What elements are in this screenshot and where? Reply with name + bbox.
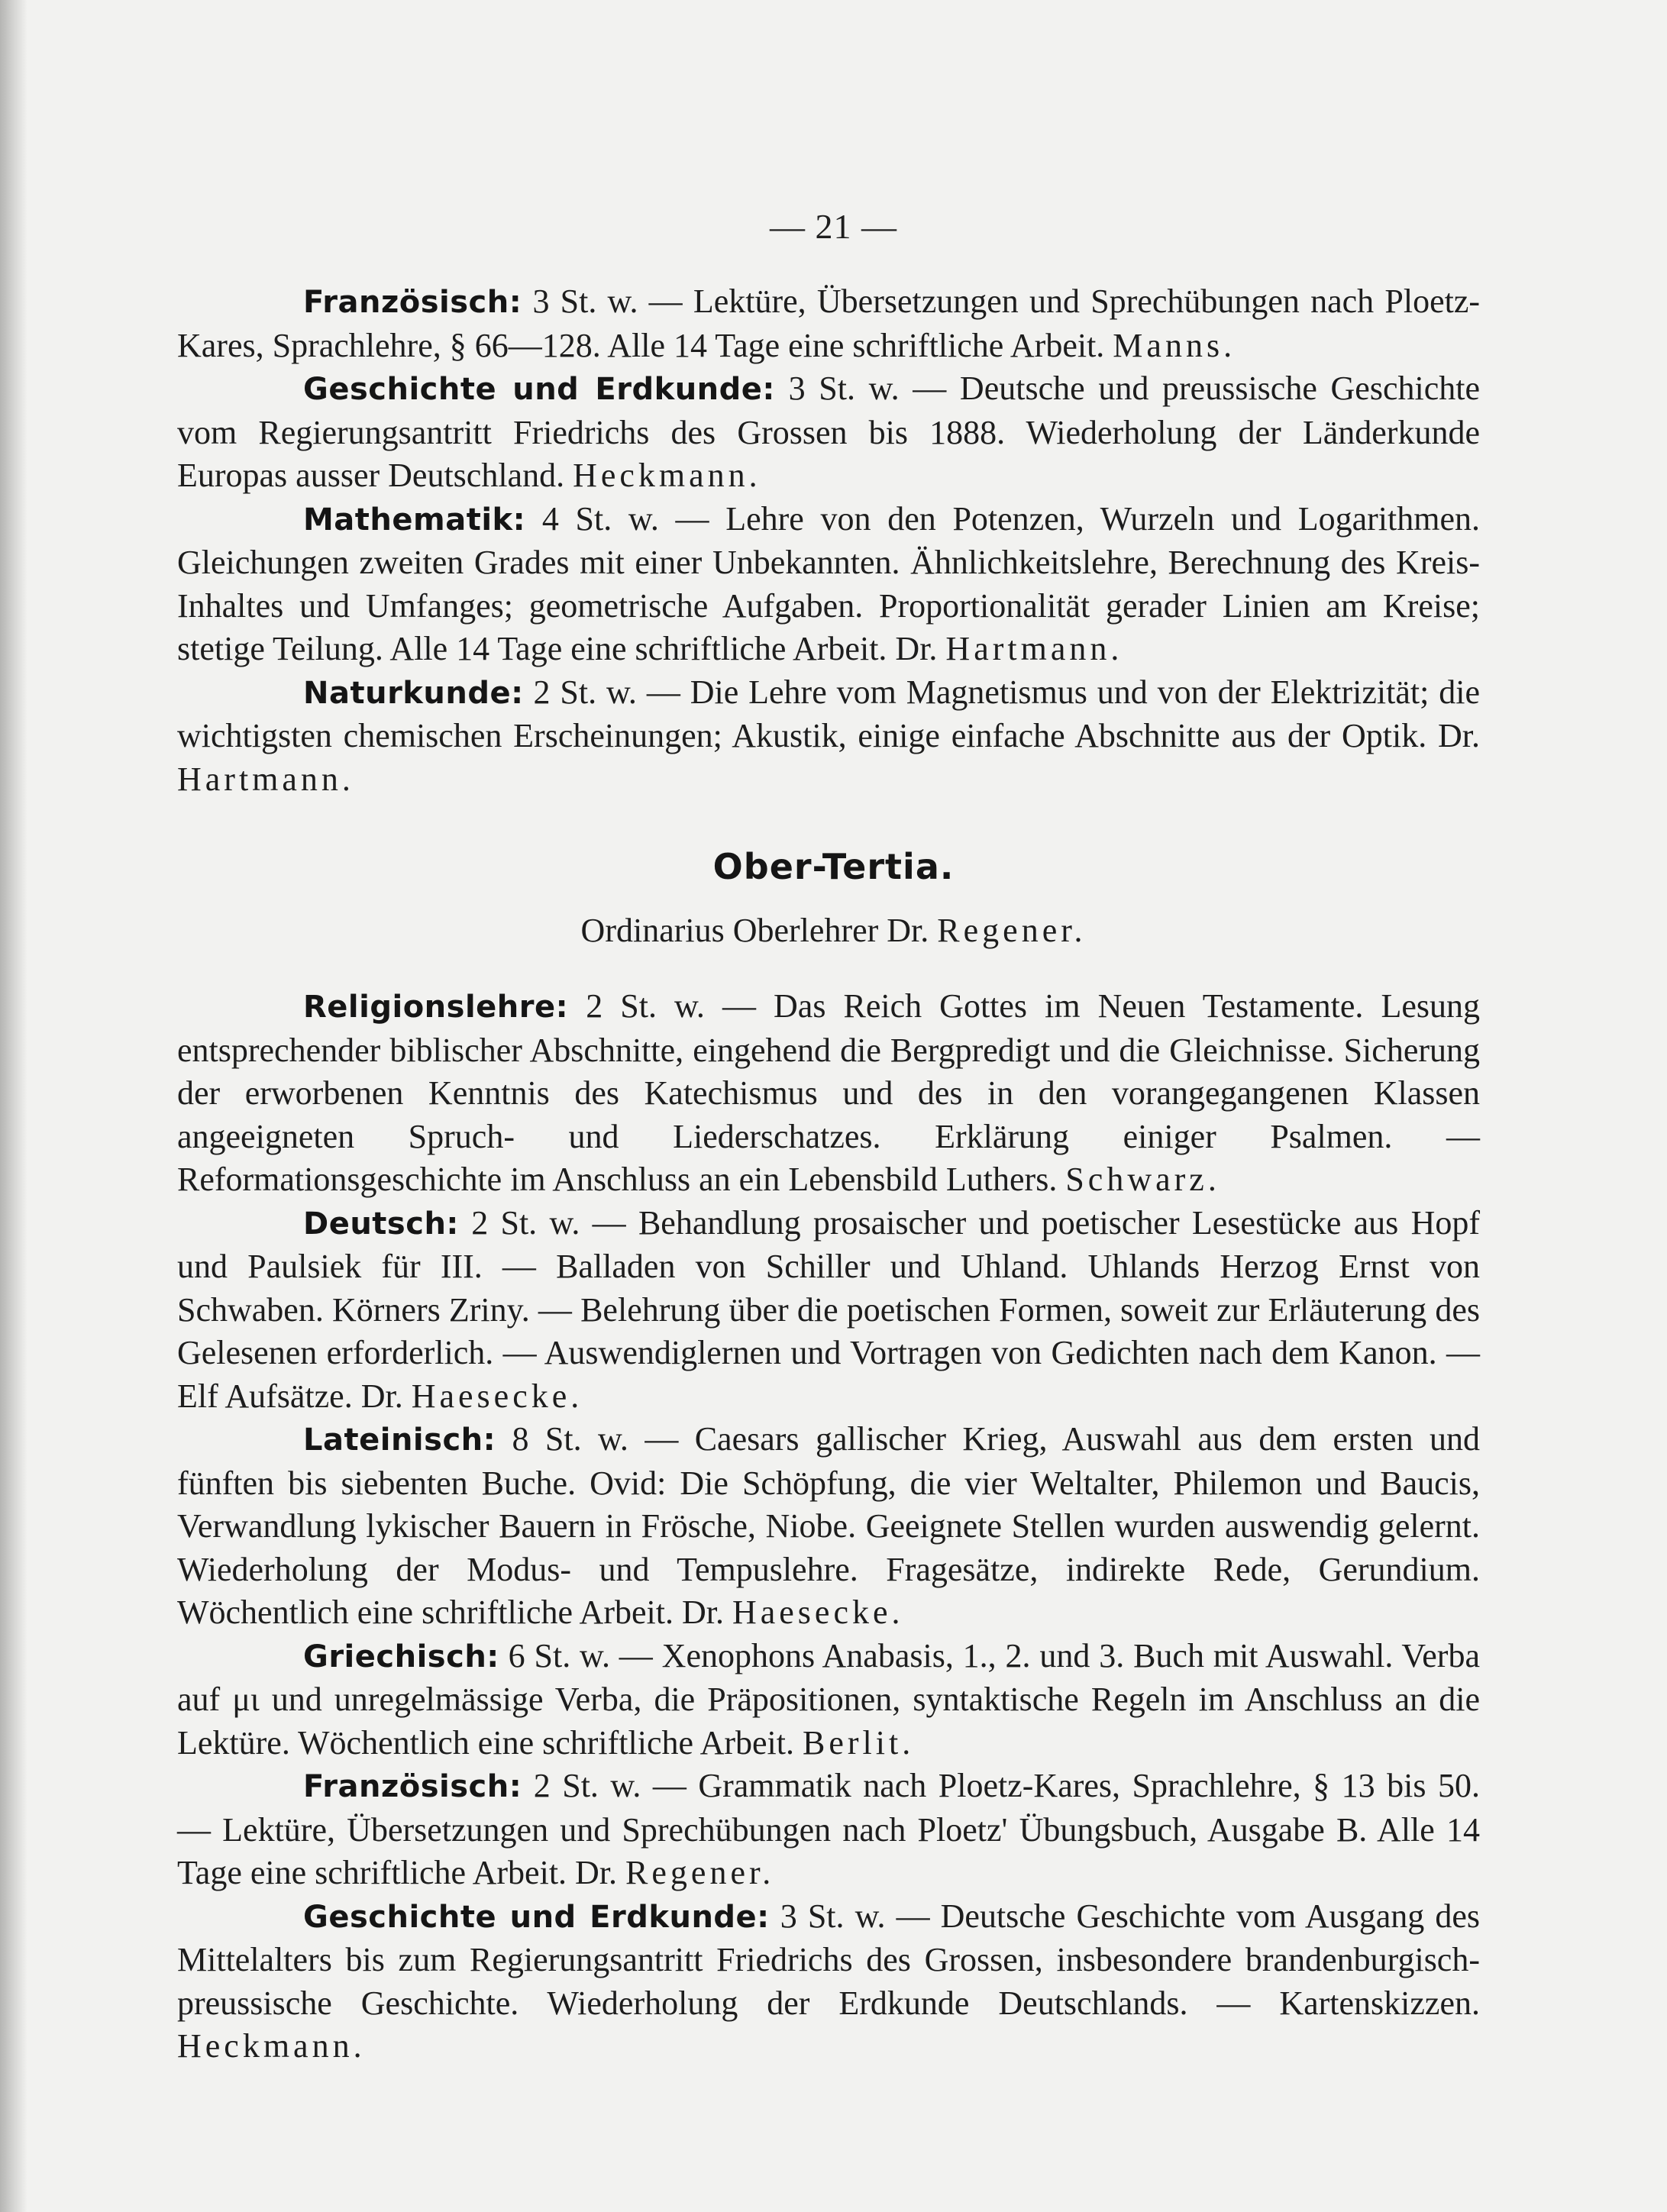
subject-heading: Geschichte und Erdkunde: bbox=[303, 372, 775, 407]
section-unter-tertia-continued bbox=[177, 280, 1480, 801]
section-ober-tertia bbox=[177, 985, 1480, 2068]
paragraph-geschichte-erdkunde bbox=[177, 367, 1480, 498]
paragraph-griechisch bbox=[177, 1635, 1480, 1765]
section-heading-ober-tertia: Ober-Tertia. bbox=[712, 846, 955, 887]
teacher-name: Haesecke. bbox=[732, 1594, 904, 1631]
paragraph-text: 4 St. w. — Lehre von den Potenzen, Wurzeln und Logarithmen. Gleichungen zweiten Grades mit einer Unbekannten. Ähnlichkeitslehre, Berechnung des Kreis-Inhaltes und Umfanges; geometrische Aufgaben. Proportionalität gerader Linien am Kreise; stetige Teilung. Alle 14 Tage eine schriftliche Arbeit. Dr. bbox=[177, 499, 1480, 667]
ordinarius-line bbox=[0, 911, 1667, 950]
subject-heading: Geschichte und Erdkunde: bbox=[303, 1899, 770, 1935]
teacher-name: Heckmann. bbox=[177, 2027, 366, 2065]
paragraph-text: 2 St. w. — Die Lehre vom Magnetismus und von der Elektrizität; die wichtigsten chemischen Erscheinungen; Akustik, einige einfache Abschnitte aus der Optik. Dr. bbox=[177, 673, 1480, 754]
paragraph-franzoesisch bbox=[177, 280, 1480, 367]
teacher-name: Berlit. bbox=[802, 1723, 915, 1762]
paragraph-text: 2 St. w. — Das Reich Gottes im Neuen Testamente. Lesung entsprechender biblischer Abschnitte, eingehend die Bergpredigt und die Gleichnisse. Sicherung der erworbenen Kenntnis des Katechismus und des in den vorangegangenen Klassen angeeigneten Spruch- und Liederschatzes. Erklärung einiger Psalmen. — Reformationsgeschichte im Anschluss an ein Lebensbild Luthers. bbox=[177, 987, 1480, 1198]
subject-heading: Naturkunde: bbox=[303, 675, 524, 711]
paragraph-text: 8 St. w. — Caesars gallischer Krieg, Auswahl aus dem ersten und fünften bis siebenten Buche. Ovid: Die Schöpfung, die vier Weltalter, Philemon und Baucis, Verwandlung lykischer Bauern in Frösche, Niobe. Geeignete Stellen wurden auswendig gelernt. Wiederholung der Modus- und Tempuslehre. Fragesätze, indirekte Rede, Gerundium. Wöchentlich eine schriftliche Arbeit. Dr. bbox=[177, 1420, 1480, 1631]
subject-heading: Deutsch: bbox=[303, 1206, 459, 1242]
paragraph-deutsch bbox=[177, 1202, 1480, 1419]
teacher-name: Heckmann. bbox=[573, 457, 761, 494]
subject-heading: Religionslehre: bbox=[303, 990, 569, 1025]
ordinarius-name: Regener. bbox=[937, 912, 1087, 949]
paragraph-franzoesisch bbox=[177, 1765, 1480, 1895]
teacher-name: Hartmann. bbox=[177, 760, 354, 798]
binding-shadow bbox=[0, 0, 27, 2212]
teacher-name: Regener. bbox=[625, 1854, 775, 1891]
paragraph-text: 3 St. w. — Deutsche Geschichte vom Ausgang des Mittelalters bis zum Regierungsantritt Friedrichs des Grossen, insbesondere brandenburgisch-preussische Geschichte. Wiederholung der Erdkunde Deutschlands. — Kartenskizzen. bbox=[177, 1897, 1480, 2022]
teacher-name: Haesecke. bbox=[411, 1377, 583, 1415]
paragraph-text: 2 St. w. — Behandlung prosaischer und poetischer Lesestücke aus Hopf und Paulsiek für III. — Balladen von Schiller und Uhland. Uhlands Herzog Ernst von Schwaben. Körners Zriny. — Belehrung über die poetischen Formen, soweit zur Erläuterung des Gelesenen erforderlich. — Auswendiglernen und Vortragen von Gedichten nach dem Kanon. — Elf Aufsätze. Dr. bbox=[177, 1203, 1480, 1415]
paragraph-lateinisch bbox=[177, 1418, 1480, 1635]
paragraph-text: 3 St. w. — Lektüre, Übersetzungen und Sprechübungen nach Ploetz-Kares, Sprachlehre, § 66—128. Alle 14 Tage eine schriftliche Arbeit. bbox=[177, 283, 1480, 364]
teacher-name: Manns. bbox=[1113, 326, 1236, 364]
subject-heading: Lateinisch: bbox=[303, 1422, 496, 1458]
paragraph-mathematik bbox=[177, 498, 1480, 671]
paragraph-text: 3 St. w. — Deutsche und preussische Geschichte vom Regierungsantritt Friedrichs des Grossen bis 1888. Wiederholung der Länderkunde Europas ausser Deutschland. bbox=[177, 370, 1480, 494]
paragraph-religionslehre bbox=[177, 985, 1480, 1202]
ordinarius-prefix: Ordinarius Oberlehrer Dr. bbox=[580, 912, 938, 949]
paragraph-text: 6 St. w. — Xenophons Anabasis, 1., 2. und 3. Buch mit Auswahl. Verba auf μι und unregelmässige Verba, die Präpositionen, syntaktische Regeln im Anschluss an die Lektüre. Wöchentlich eine schriftliche Arbeit. bbox=[177, 1636, 1480, 1762]
paragraph-text: 2 St. w. — Grammatik nach Ploetz-Kares, Sprachlehre, § 13 bis 50. — Lektüre, Übersetzungen und Sprechübungen nach Ploetz' Übungsbuch, Ausgabe B. Alle 14 Tage eine schriftliche Arbeit. Dr. bbox=[177, 1767, 1480, 1891]
subject-heading: Französisch: bbox=[303, 285, 522, 320]
teacher-name: Hartmann. bbox=[945, 630, 1123, 667]
subject-heading: Griechisch: bbox=[303, 1639, 499, 1674]
subject-heading: Französisch: bbox=[303, 1769, 522, 1804]
subject-heading: Mathematik: bbox=[303, 502, 526, 538]
page-number: — 21 — bbox=[770, 207, 897, 246]
paragraph-naturkunde bbox=[177, 671, 1480, 802]
paragraph-geschichte-erdkunde bbox=[177, 1895, 1480, 2068]
teacher-name: Schwarz. bbox=[1065, 1161, 1220, 1198]
